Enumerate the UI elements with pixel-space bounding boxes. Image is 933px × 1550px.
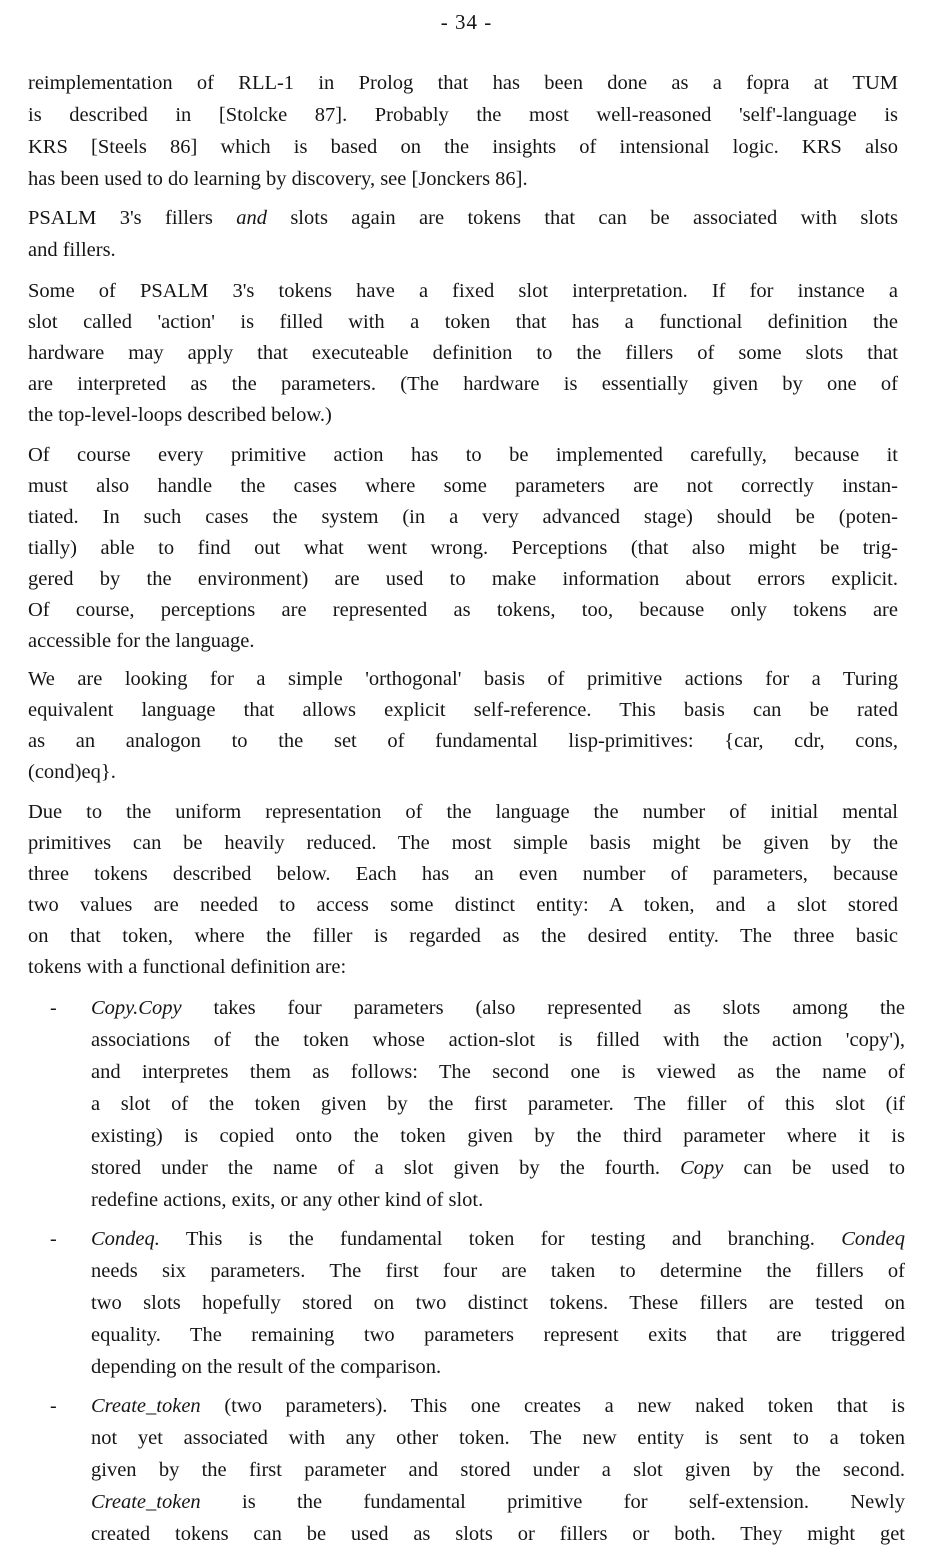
text-line: two values are needed to access some distinct entity: A token, and a slot stored	[28, 894, 898, 916]
text-line	[28, 203, 898, 233]
emphasis: Copy	[680, 1157, 724, 1179]
text-line: reimplementation of RLL-1 in Prolog that has been done as a fopra at TUM	[28, 72, 898, 94]
term: Create_token	[91, 1395, 201, 1417]
text-line: two slots hopefully stored on two distinct tokens. These fillers are tested on	[91, 1292, 905, 1314]
text-fragment: (two parameters). This one creates a new naked token that is	[200, 1395, 905, 1417]
text-line: Of course every primitive action has to be implemented carefully, because it	[28, 444, 898, 466]
text-line	[91, 993, 905, 1023]
text-line: tiated. In such cases the system (in a very advanced stage) should be (poten-	[28, 506, 898, 528]
bullet-dash: -	[50, 1228, 57, 1250]
text-line: associations of the token whose action-slot is filled with the action 'copy'),	[91, 1029, 905, 1051]
text-fragment: This is the fundamental token for testing and branching.	[159, 1228, 842, 1250]
text-line: Some of PSALM 3's tokens have a fixed slot interpretation. If for instance a	[28, 280, 898, 302]
text-line: has been used to do learning by discovery, see [Jonckers 86].	[28, 168, 528, 190]
text-line: are interpreted as the parameters. (The hardware is essentially given by one of	[28, 373, 898, 395]
text-line: must also handle the cases where some parameters are not correctly instan-	[28, 475, 898, 497]
text-line: existing) is copied onto the token given by the third parameter where it is	[91, 1125, 905, 1147]
emphasis: Create_token	[91, 1491, 201, 1513]
term: Copy.Copy	[91, 997, 182, 1019]
text-line: the top-level-loops described below.)	[28, 404, 332, 426]
text-line: depending on the result of the comparison.	[91, 1356, 442, 1378]
text-line: redefine actions, exits, or any other kind of slot.	[91, 1189, 484, 1211]
text-fragment: can be used to	[723, 1157, 905, 1179]
text-line: is described in [Stolcke 87]. Probably the most well-reasoned 'self'-language is	[28, 104, 898, 126]
text-line: equivalent language that allows explicit self-reference. This basis can be rated	[28, 699, 898, 721]
text-fragment: PSALM 3's fillers	[28, 207, 237, 229]
text-line: tially) able to find out what went wrong. Perceptions (that also might be trig-	[28, 537, 898, 559]
text-line: not yet associated with any other token. The new entity is sent to a token	[91, 1427, 905, 1449]
term: Condeq.	[91, 1228, 160, 1250]
text-line: needs six parameters. The first four are taken to determine the fillers of	[91, 1260, 905, 1282]
text-line: slot called 'action' is filled with a token that has a functional definition the	[28, 311, 898, 333]
text-line: on that token, where the filler is regarded as the desired entity. The three basic	[28, 925, 898, 947]
emphasis: and	[236, 207, 267, 229]
text-fragment: is the fundamental primitive for self-extension. Newly	[200, 1491, 905, 1513]
text-line: hardware may apply that executeable definition to the fillers of some slots that	[28, 342, 898, 364]
text-line: KRS [Steels 86] which is based on the insights of intensional logic. KRS also	[28, 136, 898, 158]
text-line	[91, 1153, 905, 1183]
text-line: equality. The remaining two parameters represent exits that are triggered	[91, 1324, 905, 1346]
text-line: and interpretes them as follows: The second one is viewed as the name of	[91, 1061, 905, 1083]
text-line: three tokens described below. Each has an even number of parameters, because	[28, 863, 898, 885]
text-line: Of course, perceptions are represented as tokens, too, because only tokens are	[28, 599, 898, 621]
text-line: a slot of the token given by the first parameter. The filler of this slot (if	[91, 1093, 905, 1115]
text-line	[91, 1391, 905, 1421]
text-line: created tokens can be used as slots or fillers or both. They might get	[91, 1523, 905, 1545]
text-line	[91, 1224, 905, 1254]
bullet-dash: -	[50, 1395, 57, 1417]
text-line	[91, 1487, 905, 1517]
text-fragment: takes four parameters (also represented as slots among the	[181, 997, 905, 1019]
text-line: as an analogon to the set of fundamental lisp-primitives: {car, cdr, cons,	[28, 730, 898, 752]
bullet-dash: -	[50, 997, 57, 1019]
text-line: given by the first parameter and stored under a slot given by the second.	[91, 1459, 905, 1481]
text-line: (cond)eq}.	[28, 761, 116, 783]
page-number: - 34 -	[440, 10, 493, 34]
text-line: tokens with a functional definition are:	[28, 956, 347, 978]
text-fragment: stored under the name of a slot given by the fourth.	[91, 1157, 681, 1179]
text-fragment: slots again are tokens that can be associated with slots	[266, 207, 898, 229]
text-line: accessible for the language.	[28, 630, 255, 652]
text-line: primitives can be heavily reduced. The most simple basis might be given by the	[28, 832, 898, 854]
text-line: Due to the uniform representation of the language the number of initial mental	[28, 801, 898, 823]
text-line: gered by the environment) are used to make information about errors explicit.	[28, 568, 898, 590]
text-line: We are looking for a simple 'orthogonal' basis of primitive actions for a Turing	[28, 668, 898, 690]
emphasis: Condeq	[841, 1228, 905, 1250]
text-line: and fillers.	[28, 239, 116, 261]
